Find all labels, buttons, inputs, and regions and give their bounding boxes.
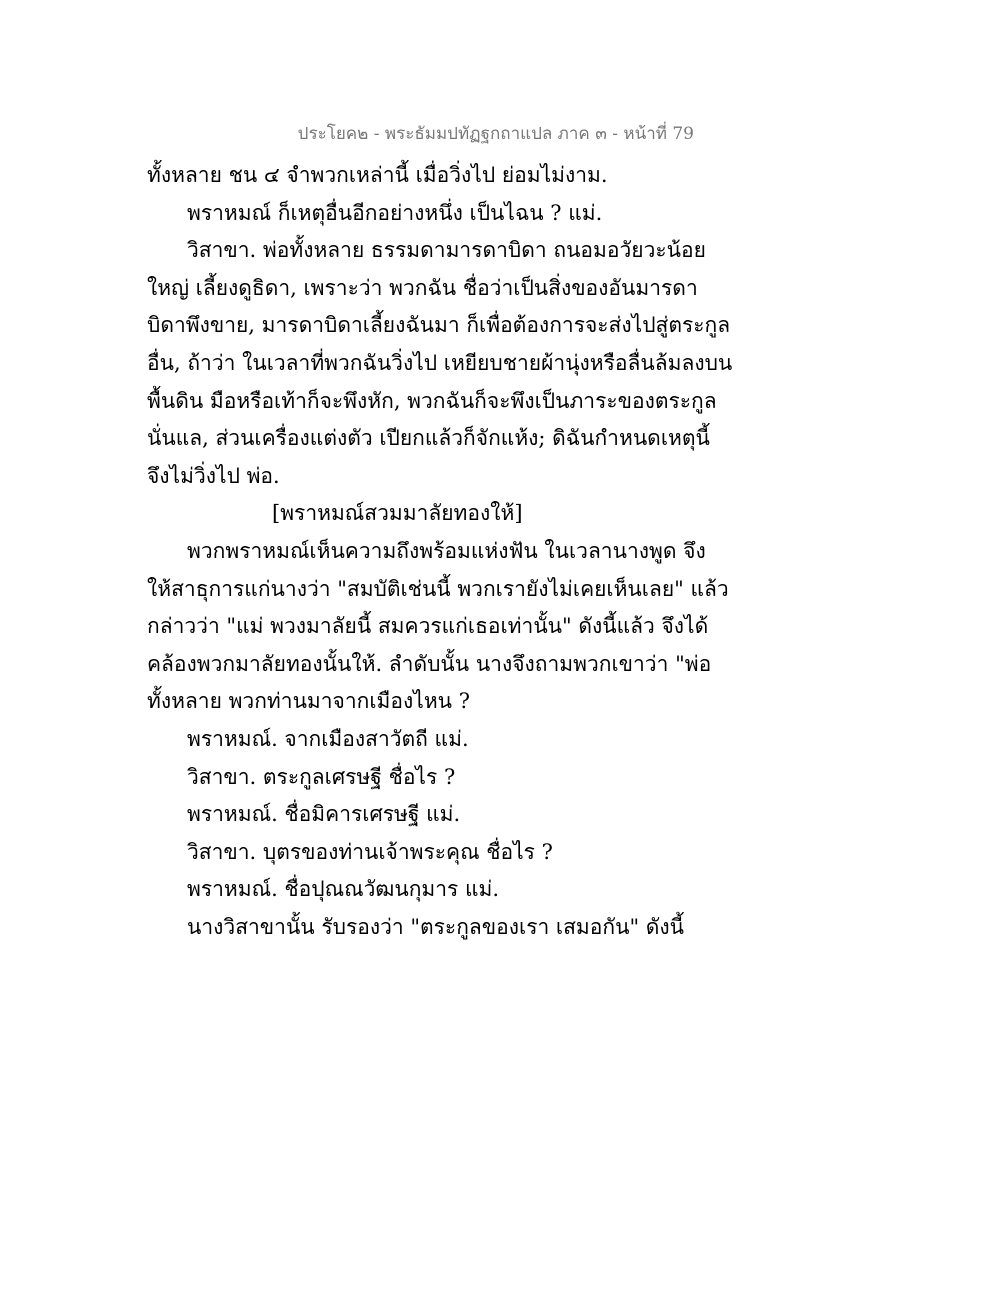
running-header: ประโยค๒ - พระธัมมปทัฏฐกถาแปล ภาค ๓ - หน้าที่ 79: [297, 124, 694, 144]
dialogue-line: พราหมณ์ ก็เหตุอื่นอีกอย่างหนึ่ง เป็นไฉน ? แม่.: [187, 200, 603, 225]
paragraph-start: นางวิสาขานั้น รับรองว่า "ตระกูลของเรา เสมอกัน" ดังนี้: [187, 914, 685, 939]
dialogue-line: พราหมณ์. ชื่อมิคารเศรษฐี แม่.: [187, 802, 461, 827]
paragraph-start: พวกพราหมณ์เห็นความถึงพร้อมแห่งฟัน ในเวลานางพูด จึง: [187, 538, 706, 563]
text-line: นั่นแล, ส่วนเครื่องแต่งตัว เปียกแล้วก็จักแห้ง; ดิฉันกำหนดเหตุนี้: [147, 426, 710, 451]
body-text: [147, 157, 733, 946]
dialogue-line: วิสาขา. ตระกูลเศรษฐี ชื่อไร ?: [187, 764, 456, 789]
text-line: ทั้งหลาย พวกท่านมาจากเมืองไหน ?: [147, 689, 470, 714]
text-line: พื้นดิน มือหรือเท้าก็จะพึงหัก, พวกฉันก็จะพึงเป็นภาระของตระกูล: [147, 388, 717, 413]
text-line: ให้สาธุการแก่นางว่า "สมบัติเช่นนี้ พวกเรายังไม่เคยเห็นเลย" แล้ว: [147, 576, 729, 601]
dialogue-line: พราหมณ์. ชื่อปุณณวัฒนกุมาร แม่.: [187, 877, 500, 902]
text-line: จึงไม่วิ่งไป พ่อ.: [147, 463, 280, 488]
text-line: อื่น, ถ้าว่า ในเวลาที่พวกฉันวิ่งไป เหยียบชายผ้านุ่งหรือลื่นล้มลงบน: [147, 350, 733, 375]
dialogue-line: พราหมณ์. จากเมืองสาวัตถี แม่.: [187, 726, 469, 751]
text-line: ทั้งหลาย ชน ๔ จำพวกเหล่านี้ เมื่อวิ่งไป ย่อมไม่งาม.: [147, 163, 608, 187]
dialogue-line: วิสาขา. บุตรของท่านเจ้าพระคุณ ชื่อไร ?: [187, 839, 553, 864]
text-line: กล่าวว่า "แม่ พวงมาลัยนี้ สมควรแก่เธอเท่านั้น" ดังนี้แล้ว จึงได้: [147, 614, 709, 639]
dialogue-line: วิสาขา. พ่อทั้งหลาย ธรรมดามารดาบิดา ถนอมอวัยวะน้อย: [187, 238, 706, 263]
text-line: คล้องพวกมาลัยทองนั้นให้. ลำดับนั้น นางจึงถามพวกเขาว่า "พ่อ: [147, 651, 712, 676]
section-heading: [พราหมณ์สวมมาลัยทองให้]: [272, 501, 523, 526]
text-line: บิดาพึงขาย, มารดาบิดาเลี้ยงฉันมา ก็เพื่อต้องการจะส่งไปสู่ตระกูล: [147, 313, 731, 338]
text-line: ใหญ่ เลี้ยงดูธิดา, เพราะว่า พวกฉัน ชื่อว่าเป็นสิ่งของอันมารดา: [147, 275, 698, 300]
